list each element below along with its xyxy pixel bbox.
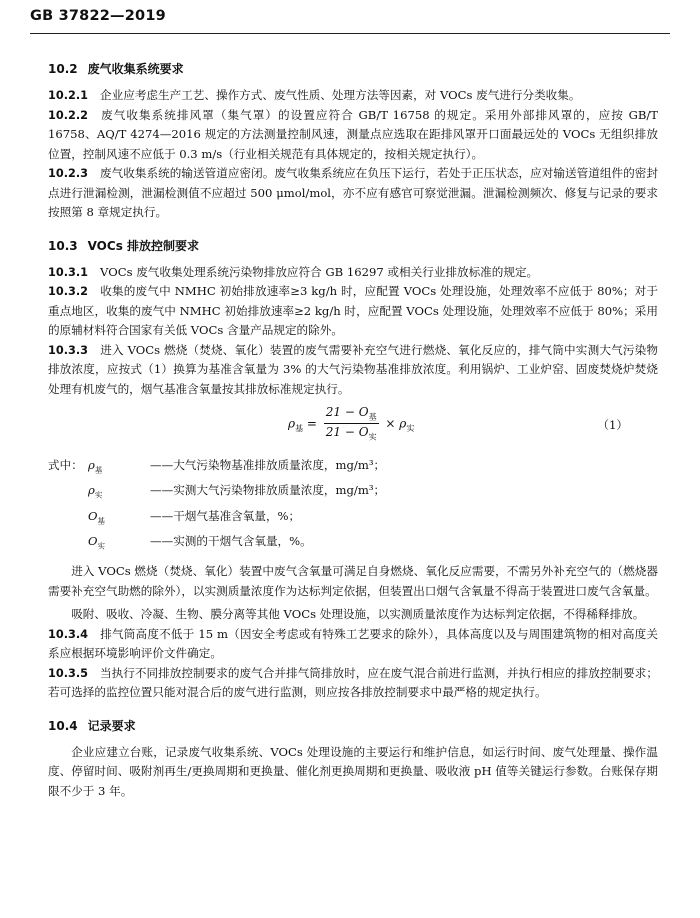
formula-legend (48, 455, 658, 556)
clause-10-2-2 (48, 106, 658, 165)
denominator-sub: 实 (368, 432, 377, 442)
standard-number: GB 37822—2019 (30, 8, 166, 24)
clause-number: 10.3.1 (48, 265, 89, 279)
paragraph-record-keeping: 企业应建立台账，记录废气收集系统、VOCs 处理设施的主要运行和维护信息，如运行时间、废气处理量、操作温度、停留时间、吸附剂再生/更换周期和更换量、催化剂更换周期和更换量、吸收液 pH 值等关键运行参数。台账保存期限不少于 3 年。 (48, 744, 658, 798)
legend-description: ——实测的干烟气含氧量，%。 (150, 533, 312, 548)
numerator-sub: 基 (368, 412, 377, 422)
section-number: 10.3 (48, 238, 78, 253)
formula-lhs-sub: 基 (295, 423, 304, 433)
clause-number: 10.3.5 (48, 666, 89, 680)
section-heading-10-2 (48, 60, 658, 77)
section-title: VOCs 排放控制要求 (87, 238, 200, 253)
document-body (48, 52, 658, 801)
formula-fraction (324, 405, 379, 443)
clause-number: 10.3.4 (48, 627, 89, 641)
clause-text: VOCs 废气收集处理系统污染物排放应符合 GB 16297 或相关行业排放标准的规定。 (100, 264, 539, 279)
clause-number: 10.2.1 (48, 89, 89, 102)
where-label: 式中： (48, 458, 83, 472)
clause-text: 收集的废气中 NMHC 初始排放速率≥3 kg/h 时，应配置 VOCs 处理设施，处理效率不应低于 80%；对于重点地区，收集的废气中 NMHC 初始排放速率≥2 kg/h 时，应配置 VOCs 处理设施，处理效率不应低于 80%；采用的原辅材料符合国家有关低 VOCs 含量产品规定的除外。 (48, 284, 658, 337)
formula-number: （1） (597, 418, 628, 432)
clause-10-3-5 (48, 664, 658, 703)
legend-row (48, 531, 658, 556)
clause-10-2-3 (48, 164, 658, 223)
clause-number: 10.2.3 (48, 167, 89, 180)
clause-text: 废气收集系统排风罩（集气罩）的设置应符合 GB/T 16758 的规定。采用外部排风罩的，应按 GB/T 16758、AQ/T 4274—2016 规定的方法测量控制风速，测量点应选取在距排风罩开口面最远处的 VOCs 无组织排放位置，控制风速不应低于 0.3 m/s（行业相关规范有具体规定的，按相关规定执行）。 (48, 107, 658, 161)
section-number: 10.4 (48, 718, 78, 733)
header-rule (30, 33, 670, 34)
clause-10-3-3 (48, 341, 658, 400)
clause-text: 进入 VOCs 燃烧（焚烧、氧化）装置的废气需要补充空气进行燃烧、氧化反应的，排气筒中实测大气污染物排放浓度，应按式（1）换算为基准含氧量为 3% 的大气污染物基准排放浓度。利用锅炉、工业炉窑、固废焚烧炉焚烧处理有机废气的，烟气基准含氧量按其排放标准规定执行。 (48, 342, 658, 396)
clause-10-3-1 (48, 263, 658, 283)
formula-numerator (324, 405, 379, 424)
legend-symbol: $O_实$ (88, 533, 106, 551)
clause-10-3-4 (48, 625, 658, 664)
legend-symbol: $O_基$ (88, 508, 106, 525)
legend-description: ——实测大气污染物排放质量浓度，mg/m³； (150, 483, 386, 498)
legend-row (48, 480, 658, 505)
formula-1 (48, 405, 658, 451)
section-title: 废气收集系统要求 (87, 62, 184, 76)
clause-text: 废气收集系统的输送管道应密闭。废气收集系统应在负压下运行，若处于正压状态，应对输送管道组件的密封点进行泄漏检测，泄漏检测值不应超过 500 μmol/mol，亦不应有感官可察觉泄漏。泄漏检测频次、修复与记录的要求按照第 8 章规定执行。 (48, 166, 658, 219)
legend-row (48, 455, 658, 480)
clause-10-3-2 (48, 282, 658, 341)
clause-10-2-1 (48, 86, 658, 106)
clause-text: 排气筒高度不低于 15 m（因安全考虑或有特殊工艺要求的除外），具体高度以及与周围建筑物的相对高度关系应根据环境影响评价文件确定。 (48, 626, 658, 661)
legend-symbol: $\rho_实$ (88, 483, 103, 500)
formula-denominator (324, 424, 379, 442)
paragraph-combustion-oxygen: 进入 VOCs 燃烧（焚烧、氧化）装置中废气含氧量可满足自身燃烧、氧化反应需要，不需另外补充空气的（燃烧器需要补充空气助燃的除外），以实测质量浓度作为达标判定依据，但装置出口烟气含氧量不得高于装置进口废气含氧量。 (48, 564, 658, 598)
section-heading-10-4 (48, 717, 658, 734)
section-heading-10-3 (48, 237, 658, 254)
denominator-text: 21 − O (325, 425, 369, 440)
clause-number: 10.2.2 (48, 108, 89, 122)
formula-expression: $\rho_基$ = $\frac{21 - O_基}{21 - O_实}$ × $\rho_实$ (288, 405, 415, 442)
clause-text: 企业应考虑生产工艺、操作方式、废气性质、处理方法等因素，对 VOCs 废气进行分类收集。 (100, 88, 581, 102)
formula-rhs: × ρ (385, 416, 407, 431)
clause-number: 10.3.2 (48, 285, 89, 298)
legend-description: ——大气污染物基准排放质量浓度，mg/m³； (150, 458, 386, 472)
legend-row (48, 506, 658, 531)
legend-symbol: $\rho_基$ (88, 458, 103, 475)
section-number: 10.2 (48, 62, 78, 76)
section-title: 记录要求 (87, 718, 136, 733)
clause-number: 10.3.3 (48, 343, 89, 357)
legend-description: ——干烟气基准含氧量，%； (150, 508, 301, 523)
paragraph-other-facilities: 吸附、吸收、冷凝、生物、膜分离等其他 VOCs 处理设施，以实测质量浓度作为达标判定依据，不得稀释排放。 (71, 607, 645, 622)
numerator-text: 21 − O (325, 405, 369, 419)
formula-lhs: ρ (288, 416, 296, 431)
clause-text: 当执行不同排放控制要求的废气合并排气筒排放时，应在废气混合前进行监测，并执行相应的排放控制要求；若可选择的监控位置只能对混合后的废气进行监测，则应按各排放控制要求中最严格的规定执行。 (48, 665, 658, 700)
formula-rhs-sub: 实 (406, 423, 415, 433)
